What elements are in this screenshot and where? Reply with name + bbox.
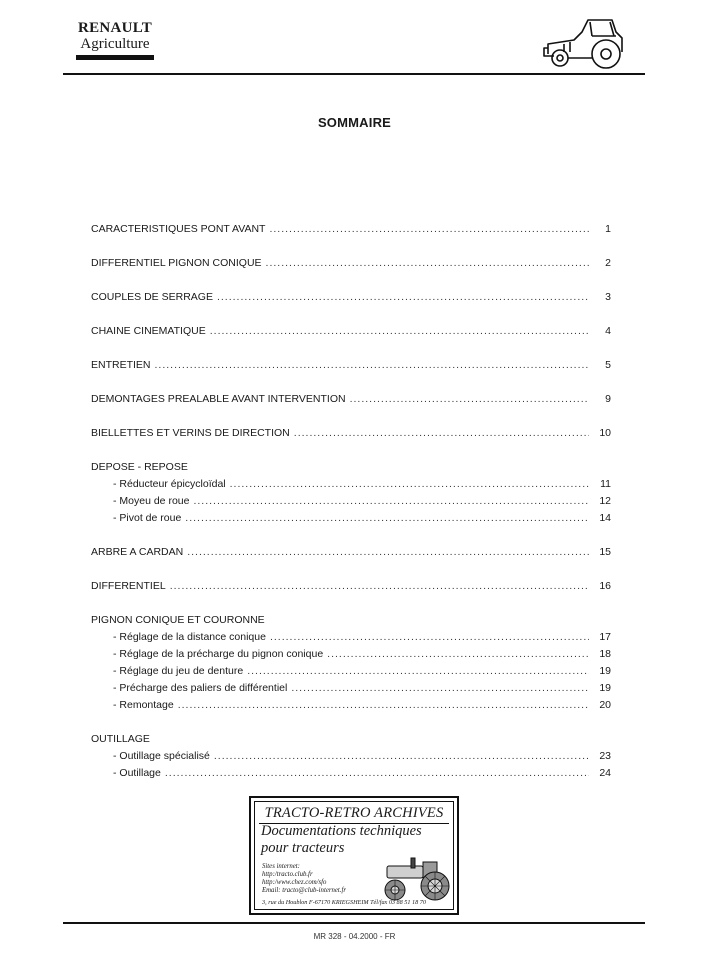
stamp-title: TRACTO-RETRO ARCHIVES (264, 805, 444, 821)
toc-entry (91, 544, 611, 561)
toc-subentry (91, 748, 611, 765)
toc-leader (294, 425, 589, 442)
toc-subentry (91, 663, 611, 680)
stamp-contacts (262, 863, 346, 895)
toc-entry-page: 5 (605, 359, 611, 371)
toc-entry-label: - Réducteur épicycloïdal (113, 478, 226, 490)
toc-entry-page: 16 (599, 580, 611, 592)
table-of-contents (91, 221, 611, 782)
toc-entry-label: CHAINE CINEMATIQUE (91, 325, 206, 337)
stamp-address: 3, rue du Houblon F-67170 KRIEGSHEIM Tél/fax 03 88 51 18 70 (262, 899, 426, 906)
footer-rule (63, 922, 645, 924)
stamp-site-2: http:/www.chez.com/sfo (262, 879, 327, 886)
toc-entry (91, 255, 611, 272)
toc-entry-label: - Pivot de roue (113, 512, 182, 524)
toc-leader (247, 663, 589, 680)
toc-section-heading: OUTILLAGE (91, 733, 150, 745)
toc-leader (217, 289, 589, 306)
toc-subentry (91, 629, 611, 646)
toc-entry-label: COUPLES DE SERRAGE (91, 291, 213, 303)
toc-subentry (91, 476, 611, 493)
toc-entry-label: DIFFERENTIEL (91, 580, 166, 592)
toc-entry-page: 19 (599, 665, 611, 677)
toc-entry-label: CARACTERISTIQUES PONT AVANT (91, 223, 266, 235)
stamp-site-1: http:/tracto.club.fr (262, 871, 313, 878)
toc-entry-label: DEMONTAGES PREALABLE AVANT INTERVENTION (91, 393, 346, 405)
toc-entry-label: - Réglage du jeu de denture (113, 665, 244, 677)
toc-entry (91, 289, 611, 306)
toc-entry-page: 11 (600, 478, 611, 490)
toc-subentry (91, 697, 611, 714)
toc-leader (193, 493, 589, 510)
page-title: SOMMAIRE (317, 115, 392, 130)
toc-leader (269, 221, 589, 238)
toc-entry-page: 12 (599, 495, 611, 507)
toc-leader (178, 697, 589, 714)
tractor-icon (540, 14, 630, 70)
stamp-tagline-line2: pour tracteurs (261, 840, 345, 856)
document-reference: MR 328 - 04.2000 - FR (313, 932, 396, 941)
toc-entry-label: - Moyeu de roue (113, 495, 190, 507)
toc-entry-label: ENTRETIEN (91, 359, 151, 371)
toc-entry-page: 2 (605, 257, 611, 269)
toc-entry-page: 15 (599, 546, 611, 558)
toc-entry-page: 14 (599, 512, 611, 524)
toc-leader (327, 646, 589, 663)
toc-entry-page: 1 (605, 223, 611, 235)
toc-entry-page: 19 (599, 682, 611, 694)
toc-leader (155, 357, 589, 374)
archive-stamp (249, 796, 459, 915)
toc-leader (210, 323, 589, 340)
stamp-sites-label: Sites internet: (262, 863, 300, 870)
brand-logo (72, 20, 158, 60)
toc-leader (170, 578, 589, 595)
toc-leader (266, 255, 589, 272)
toc-leader (165, 765, 589, 782)
toc-entry (91, 578, 611, 595)
toc-entry-label: ARBRE A CARDAN (91, 546, 184, 558)
toc-leader (270, 629, 589, 646)
toc-leader (291, 680, 589, 697)
brand-division: Agriculture (80, 36, 150, 52)
toc-entry (91, 425, 611, 442)
toc-section-heading: DEPOSE - REPOSE (91, 461, 188, 473)
stamp-email: Email: tracto@club-internet.fr (262, 887, 347, 894)
toc-entry (91, 323, 611, 340)
toc-leader (214, 748, 589, 765)
toc-entry-label: - Précharge des paliers de différentiel (113, 682, 288, 694)
toc-entry-page: 3 (605, 291, 611, 303)
toc-entry-page: 24 (599, 767, 611, 779)
toc-section-heading: PIGNON CONIQUE ET COURONNE (91, 614, 265, 626)
brand-name: RENAULT (77, 20, 153, 36)
toc-entry (91, 357, 611, 374)
header-rule (63, 73, 645, 75)
toc-subentry (91, 510, 611, 527)
toc-entry-page: 9 (605, 393, 611, 405)
toc-subentry (91, 493, 611, 510)
toc-leader (185, 510, 589, 527)
toc-entry-label: - Remontage (113, 699, 174, 711)
vintage-tractor-illustration (373, 852, 455, 902)
toc-entry-page: 4 (605, 325, 611, 337)
toc-entry-label: - Réglage de la précharge du pignon conique (113, 648, 324, 660)
toc-entry-page: 23 (599, 750, 611, 762)
toc-entry (91, 221, 611, 238)
brand-bar (76, 55, 154, 60)
toc-entry-label: BIELLETTES ET VERINS DE DIRECTION (91, 427, 290, 439)
toc-subentry (91, 646, 611, 663)
toc-leader (350, 391, 589, 408)
toc-entry-label: - Outillage spécialisé (113, 750, 210, 762)
toc-entry (91, 391, 611, 408)
toc-entry-label: - Outillage (113, 767, 161, 779)
stamp-tagline-line1: Documentations techniques (261, 823, 422, 839)
toc-entry-label: - Réglage de la distance conique (113, 631, 266, 643)
toc-subentry (91, 765, 611, 782)
toc-entry-page: 17 (599, 631, 611, 643)
toc-leader (230, 476, 589, 493)
stamp-inner-border (254, 801, 454, 910)
toc-entry-page: 18 (599, 648, 611, 660)
toc-entry-label: DIFFERENTIEL PIGNON CONIQUE (91, 257, 262, 269)
toc-entry-page: 20 (599, 699, 611, 711)
toc-subentry (91, 680, 611, 697)
toc-leader (187, 544, 589, 561)
toc-entry-page: 10 (599, 427, 611, 439)
